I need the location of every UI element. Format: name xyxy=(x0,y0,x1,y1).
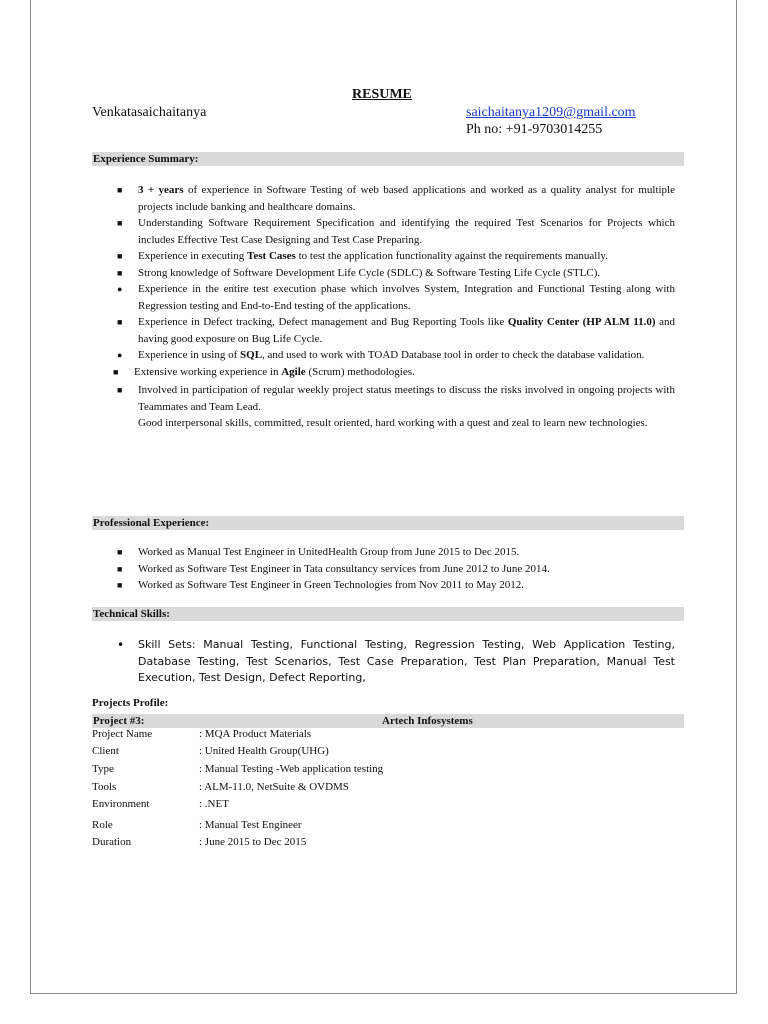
project-field-value: : Manual Testing -Web application testing xyxy=(199,763,384,775)
project-field-value: : Manual Test Engineer xyxy=(199,819,302,831)
list-item: ■ Involved in participation of regular weekly project status meetings to discuss the risks involved in ongoing projects with Teammates and Team Lead. xyxy=(117,384,675,413)
list-item: ■ Strong knowledge of Software Development Life Cycle (SDLC) & Software Testing Life Cycle (STLC). xyxy=(117,265,675,282)
list-item: ● Experience in the entire test execution phase which involves System, Integration and Functional Testing along with Regression testing and End-to-End testing of the applications. xyxy=(117,283,675,312)
project-header-bar xyxy=(92,714,684,728)
list-item: ● Experience in using of SQL, and used to work with TOAD Database tool in order to check the database validation. xyxy=(117,347,675,364)
project-field-value: : United Health Group(UHG) xyxy=(199,745,329,757)
technical-skills-list xyxy=(117,637,675,687)
project-label: Project #3: xyxy=(93,715,145,727)
section-heading-experience-summary: Experience Summary: xyxy=(92,152,684,166)
square-bullet-icon: ■ xyxy=(117,185,123,195)
round-bullet-icon: ● xyxy=(117,350,123,360)
square-bullet-icon: ■ xyxy=(117,580,123,590)
list-item: ■ Worked as Manual Test Engineer in UnitedHealth Group from June 2015 to Dec 2015. xyxy=(117,544,675,561)
square-bullet-icon: ■ xyxy=(117,218,123,228)
round-bullet-icon: • xyxy=(117,638,125,652)
square-bullet-icon: ■ xyxy=(117,547,123,557)
list-item: ■ Experience in executing Test Cases to test the application functionality against the requirements manually. xyxy=(117,248,675,265)
project-company: Artech Infosystems xyxy=(382,715,473,727)
project-field-key: Tools xyxy=(92,781,117,793)
project-field-key: Project Name xyxy=(92,728,153,740)
phone-number: Ph no: +91-9703014255 xyxy=(466,122,603,137)
square-bullet-icon: ■ xyxy=(117,563,123,574)
list-item: ■ Worked as Software Test Engineer in Green Technologies from Nov 2011 to May 2012. xyxy=(117,577,675,594)
list-item: ■ Extensive working experience in Agile (Scrum) methodologies. xyxy=(113,364,675,381)
list-item: ■ Experience in Defect tracking, Defect management and Bug Reporting Tools like Quality Center (HP ALM 11.0) and having good exposure on Bug Life Cycle. xyxy=(117,316,675,345)
professional-experience-list xyxy=(117,544,675,594)
section-heading-technical-skills: Technical Skills: xyxy=(92,607,684,621)
square-bullet-icon: ■ xyxy=(117,385,123,395)
resume-title: RESUME xyxy=(352,87,412,102)
square-bullet-icon: ■ xyxy=(117,317,123,327)
project-field-value: : June 2015 to Dec 2015 xyxy=(199,836,307,848)
project-field-key: Type xyxy=(92,763,114,775)
list-item: ■ 3 + years of experience in Software Testing of web based applications and worked as a quality analyst for multiple projects include banking and healthcare domains. xyxy=(117,184,675,213)
resume-page xyxy=(30,0,737,994)
round-bullet-icon: ● xyxy=(117,284,123,294)
projects-profile-heading: Projects Profile: xyxy=(92,697,169,709)
experience-summary-list xyxy=(113,182,675,432)
project-field-key: Duration xyxy=(92,836,132,848)
square-bullet-icon: ■ xyxy=(117,251,123,261)
email-link[interactable]: saichaitanya1209@gmail.com xyxy=(466,105,636,120)
list-item: ■ Worked as Software Test Engineer in Tata consultancy services from June 2012 to June 2014. xyxy=(117,561,675,578)
section-heading-professional-experience: Professional Experience: xyxy=(92,516,684,530)
project-field-key: Client xyxy=(92,745,119,757)
square-bullet-icon: ■ xyxy=(117,267,123,278)
project-field-value: : .NET xyxy=(199,798,229,810)
candidate-name: Venkatasaichaitanya xyxy=(92,105,207,120)
list-item: ■ Understanding Software Requirement Specification and identifying the required Test Scenarios for Projects which includes Effective Test Case Designing and Test Case Preparing. xyxy=(117,217,675,246)
list-item-continuation: Good interpersonal skills, committed, result oriented, hard working with a quest and zeal to learn new technologies. xyxy=(138,417,648,429)
project-field-value: : MQA Product Materials xyxy=(199,728,312,740)
project-field-value: : ALM-11.0, NetSuite & OVDMS xyxy=(199,781,349,793)
project-field-key: Role xyxy=(92,819,113,831)
square-bullet-icon: ■ xyxy=(113,366,119,377)
project-field-key: Environment xyxy=(92,798,150,810)
list-item: • Skill Sets: Manual Testing, Functional Testing, Regression Testing, Web Application Testing, Database Testing, Test Scenarios, Test Case Preparation, Test Plan Preparation, Manual Test Execution, Test Design, Defect Reporting, xyxy=(117,638,675,684)
